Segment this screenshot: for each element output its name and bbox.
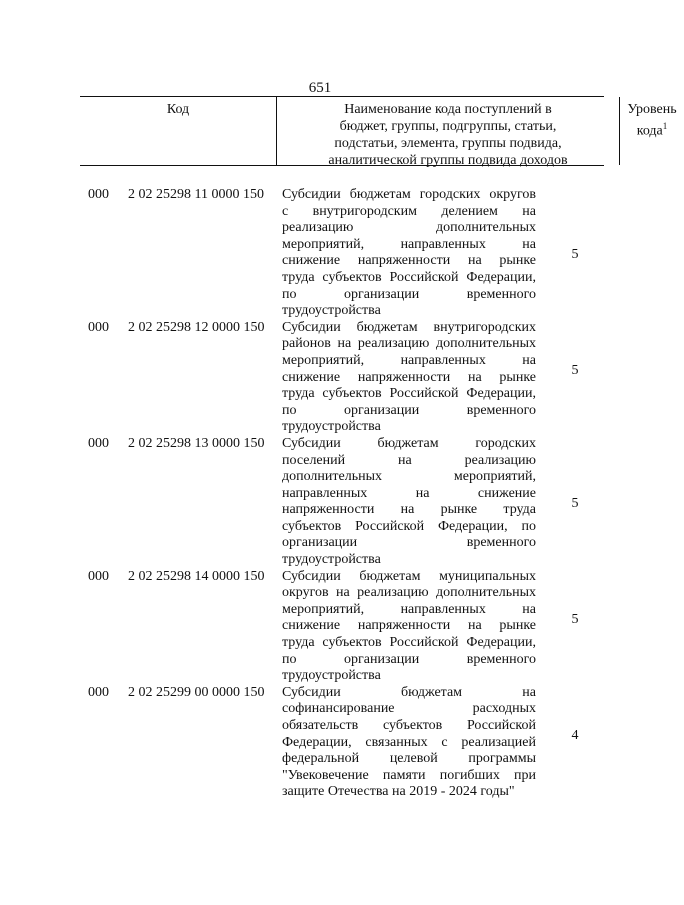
revenue-name-line: снижение напряженности на рынке bbox=[282, 253, 536, 269]
table-body bbox=[0, 187, 640, 801]
revenue-name-line: снижение напряженности на рынке bbox=[282, 369, 536, 385]
revenue-name-line: обязательств субъектов Российской bbox=[282, 718, 536, 733]
revenue-name-line: трудоустройства bbox=[282, 303, 381, 319]
revenue-name-line: дополнительных мероприятий, bbox=[282, 469, 536, 485]
revenue-name bbox=[282, 685, 536, 801]
revenue-name-line: "Увековечение памяти погибших при bbox=[282, 767, 536, 783]
table-row bbox=[0, 569, 640, 685]
table-header bbox=[80, 96, 677, 168]
revenue-name-line: по организации временного bbox=[282, 651, 536, 667]
revenue-name-line: округов на реализацию дополнительных bbox=[282, 585, 536, 601]
code-level: 5 bbox=[571, 247, 579, 263]
revenue-name-line: Субсидии бюджетам городских округов bbox=[282, 187, 536, 202]
revenue-name-line: труда субъектов Российской Федерации, bbox=[282, 386, 536, 402]
revenue-name-line: мероприятий, направленных на bbox=[282, 601, 536, 617]
code-level: 5 bbox=[571, 363, 579, 379]
revenue-name-line: реализацию дополнительных bbox=[282, 220, 536, 236]
revenue-name-line: трудоустройства bbox=[282, 419, 381, 435]
revenue-name-line: труда субъектов Российской Федерации, bbox=[282, 269, 536, 285]
header-level bbox=[620, 97, 684, 165]
table-row bbox=[0, 187, 640, 320]
revenue-name-line: районов на реализацию дополнительных bbox=[282, 336, 536, 352]
revenue-code: 2 02 25298 11 0000 150 bbox=[128, 187, 264, 202]
header-name-line: бюджет, группы, подгруппы, статьи, bbox=[339, 119, 557, 134]
revenue-name-line: направленных на снижение bbox=[282, 485, 536, 501]
table-row bbox=[0, 436, 640, 569]
revenue-name-line: трудоустройства bbox=[282, 668, 381, 684]
revenue-name-line: снижение напряженности на рынке bbox=[282, 618, 536, 634]
revenue-name bbox=[282, 569, 536, 685]
code-level: 5 bbox=[571, 612, 579, 628]
header-level-footnote: 1 bbox=[662, 121, 668, 131]
revenue-name-line: мероприятий, направленных на bbox=[282, 236, 536, 252]
revenue-name bbox=[282, 320, 536, 436]
header-level-line2 bbox=[620, 118, 684, 140]
admin-code: 000 bbox=[88, 568, 109, 584]
revenue-name bbox=[282, 436, 536, 569]
revenue-name-line: по организации временного bbox=[282, 402, 536, 418]
header-name-cell bbox=[276, 97, 620, 168]
page-number: 651 bbox=[308, 80, 332, 96]
revenue-name-line: по организации временного bbox=[282, 286, 536, 302]
header-level-line1: Уровень bbox=[627, 102, 677, 117]
admin-code: 000 bbox=[88, 684, 109, 700]
code-level: 4 bbox=[571, 728, 579, 744]
revenue-name-line: Субсидии бюджетам муниципальных bbox=[282, 568, 536, 584]
revenue-name-line: защите Отечества на 2019 - 2024 годы" bbox=[282, 784, 515, 800]
revenue-name-line: Федерации, связанных с реализацией bbox=[282, 734, 536, 750]
revenue-name-line: Субсидии бюджетам на bbox=[282, 684, 536, 700]
revenue-name-line: Субсидии бюджетам городских bbox=[282, 435, 536, 451]
revenue-name-line: организации временного bbox=[282, 535, 536, 551]
admin-code: 000 bbox=[88, 435, 109, 451]
header-name-line: Наименование кода поступлений в bbox=[344, 102, 552, 117]
admin-code: 000 bbox=[88, 187, 109, 202]
revenue-name-line: напряженности на рынке труда bbox=[282, 502, 536, 518]
revenue-name-line: Субсидии бюджетам внутригородских bbox=[282, 319, 536, 335]
revenue-name-line: труда субъектов Российской Федерации, bbox=[282, 635, 536, 651]
revenue-name-line: поселений на реализацию bbox=[282, 452, 536, 468]
header-name-line: аналитической группы подвида доходов bbox=[328, 153, 568, 168]
revenue-code: 2 02 25299 00 0000 150 bbox=[128, 684, 265, 700]
revenue-name-line: с внутригородским делением на bbox=[282, 203, 536, 219]
table-row bbox=[0, 320, 640, 436]
revenue-name-line: федеральной целевой программы bbox=[282, 751, 536, 767]
admin-code: 000 bbox=[88, 319, 109, 335]
revenue-name-line: мероприятий, направленных на bbox=[282, 352, 536, 368]
revenue-name-line: субъектов Российской Федерации, по bbox=[282, 518, 536, 534]
code-level: 5 bbox=[571, 496, 579, 511]
header-code: Код bbox=[166, 102, 190, 117]
revenue-name bbox=[282, 187, 536, 320]
revenue-code: 2 02 25298 13 0000 150 bbox=[128, 435, 265, 451]
revenue-name-line: софинансирование расходных bbox=[282, 701, 536, 717]
revenue-code: 2 02 25298 12 0000 150 bbox=[128, 319, 265, 335]
revenue-name-line: трудоустройства bbox=[282, 552, 381, 568]
header-name-line: подстатьи, элемента, группы подвида, bbox=[334, 136, 562, 151]
table-row bbox=[0, 685, 640, 801]
header-level-kod: кода bbox=[636, 123, 663, 139]
revenue-code: 2 02 25298 14 0000 150 bbox=[128, 568, 265, 584]
